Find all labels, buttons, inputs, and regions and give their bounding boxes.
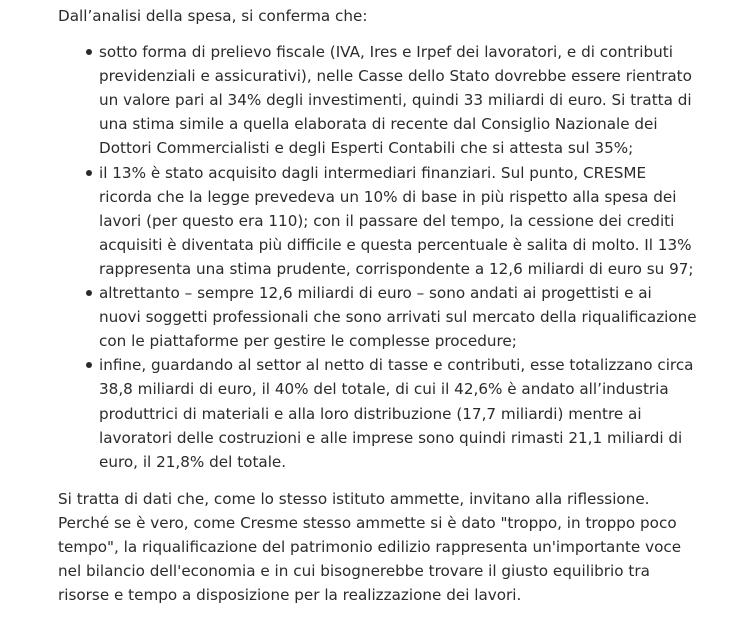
intro-paragraph: Dall’analisi della spesa, si conferma che: (58, 7, 368, 25)
bullet-item-industry: infine, guardando al settor al netto di tasse e contributi, esse totalizzano circa 38,8 miliardi di euro, il 40% del totale, di cui il 42,6% è andato all’industria produttrici di materiali e alla loro distribuzione (17,7 miliardi) mentre ai lavoratori delle costruzioni e alle imprese sono quindi rimasti 21,1 miliardi di euro, il 21,8% del totale. (99, 353, 698, 473)
bullet-item-professionals: altrettanto – sempre 12,6 miliardi di euro – sono andati ai progettisti e ai nuovi soggetti professionali che sono arrivati sul mercato della riqualificazione con le piattaforme per gestire le complesse procedure; (99, 281, 698, 353)
bullet-item-fiscal: sotto forma di prelievo fiscale (IVA, Ires e Irpef dei lavoratori, e di contributi previdenziali e assicurativi), nelle Casse dello Stato dovrebbe essere rientrato un valore pari al 34% degli investimenti, quindi 33 miliardi di euro. Si tratta di una stima simile a quella elaborata di recente dal Consiglio Nazionale dei Dottori Commercialisti e degli Esperti Contabili che si attesta sul 35%; (99, 40, 698, 160)
bullet-list (58, 40, 698, 474)
closing-paragraph: Si tratta di dati che, come lo stesso istituto ammette, invitano alla riflessione. Perché se è vero, come Cresme stesso ammette si è dato "troppo, in troppo poco tempo", la riqualificazione del patrimonio edilizio rappresenta un'importante voce nel bilancio dell'economia e in cui bisognerebbe trovare il giusto equilibrio tra risorse e tempo a disposizione per la realizzazione dei lavori. (58, 489, 682, 605)
bullet-item-intermediaries: il 13% è stato acquisito dagli intermediari finanziari. Sul punto, CRESME ricorda che la legge prevedeva un 10% di base in più rispetto alla spesa dei lavori (per questo era 110); con il passare del tempo, la cessione dei crediti acquisiti è diventata più difficile e questa percentuale è salita di molto. Il 13% rappresenta una stima prudente, corrispondente a 12,6 miliardi di euro su 97; (99, 161, 698, 281)
